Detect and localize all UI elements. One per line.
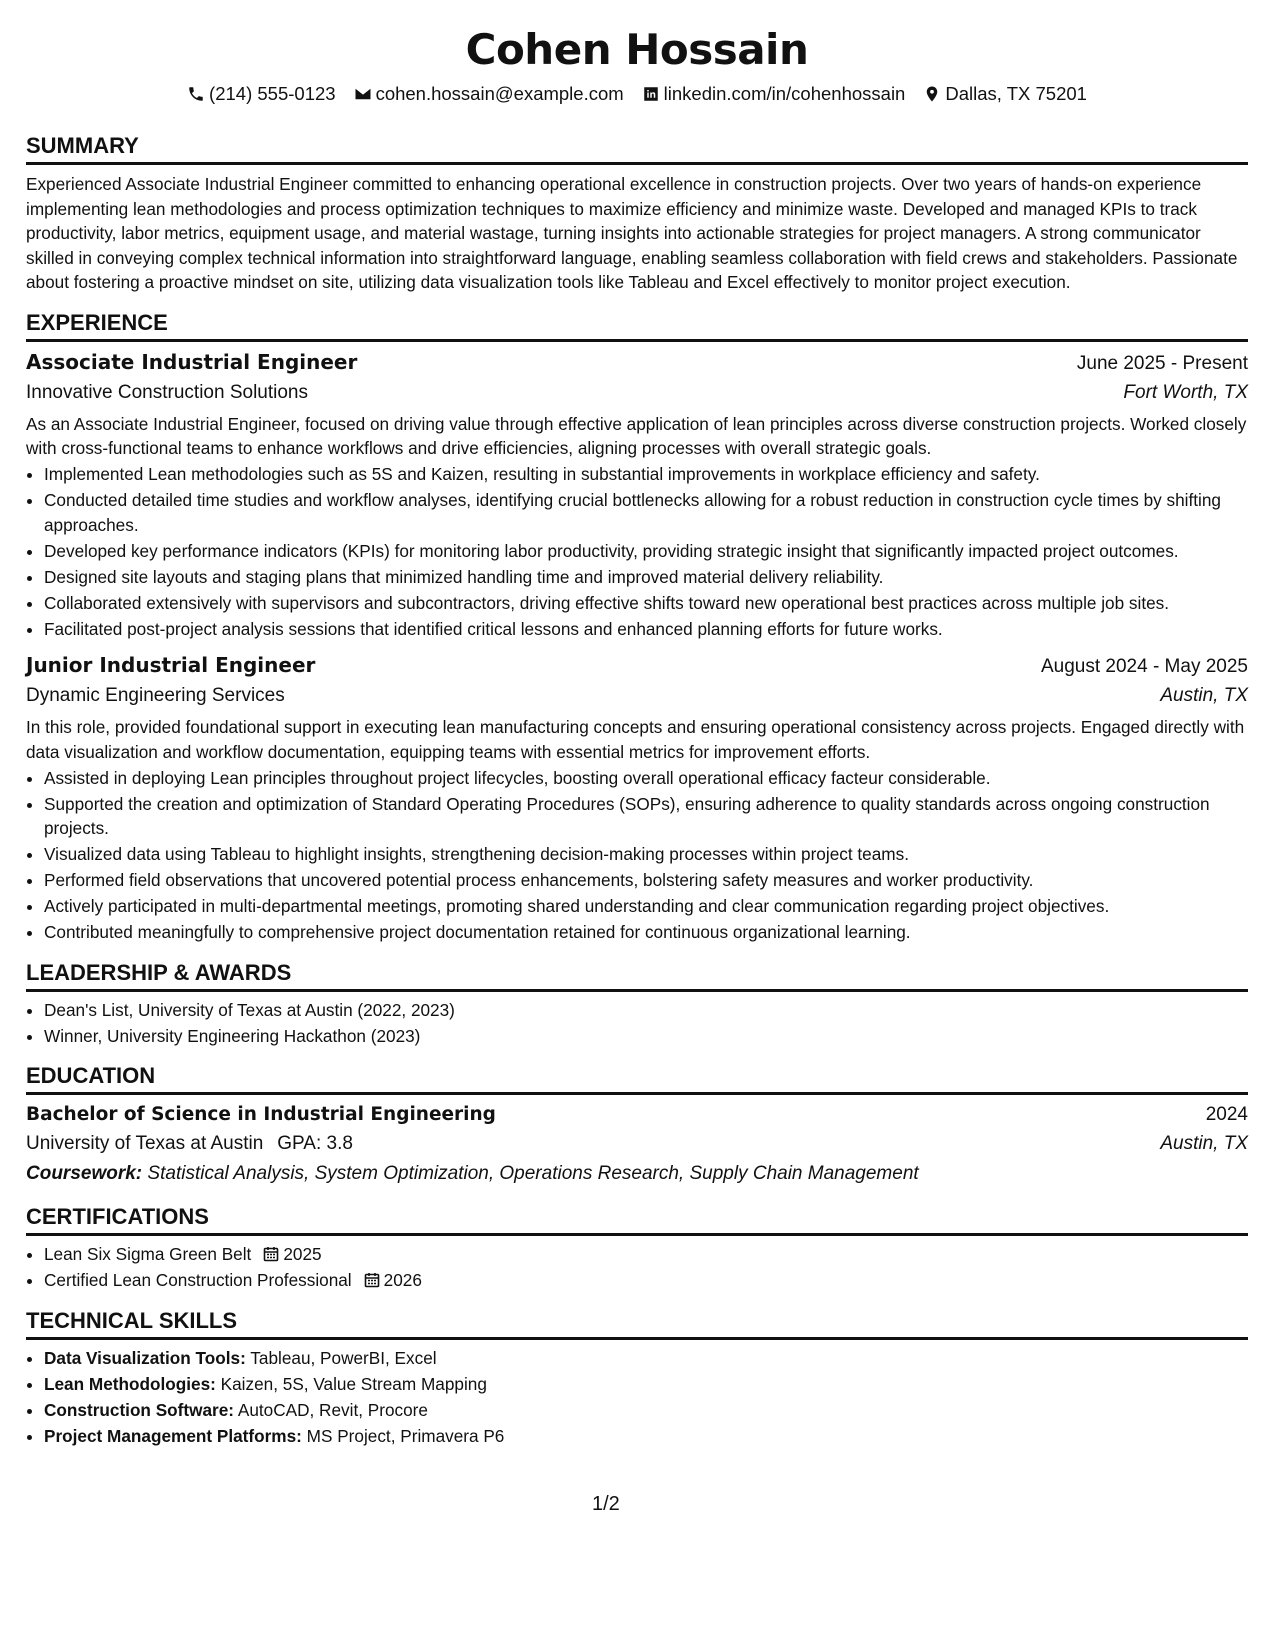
job-description: In this role, provided foundational support in executing lean manufacturing concepts and ensuring operational consistency across projects. Engaged directly with data visualization and workflow documentation, equipping teams with essential metrics for improvement efforts.: [26, 717, 1245, 762]
coursework: [26, 1159, 1248, 1189]
list-item: • Developed key performance indicators (KPIs) for monitoring labor productivity, providing strategic insight that significantly impacted project outcomes.: [44, 539, 1248, 564]
list-item: • Assisted in deploying Lean principles throughout project lifecycles, boosting overall operational efficacy facteur considerable.: [44, 766, 1248, 791]
degree-title: Bachelor of Science in Industrial Engineering: [26, 1104, 496, 1125]
contact-phone: [187, 82, 336, 106]
job-company: Dynamic Engineering Services: [26, 685, 285, 706]
contact-bar: [26, 82, 1248, 106]
skill-values: MS Project, Primavera P6: [306, 1425, 505, 1446]
graduation-year: 2024: [1205, 1104, 1248, 1125]
school-location: Austin, TX: [1160, 1133, 1248, 1154]
contact-location: [923, 82, 1087, 106]
job-entry: [26, 651, 1248, 945]
list-item: • Performed field observations that uncovered potential process enhancements, bolstering safety measures and worker productivity.: [44, 868, 1248, 893]
gpa: GPA: 3.8: [277, 1133, 353, 1154]
school-name: University of Texas at Austin: [26, 1133, 264, 1154]
linkedin-text[interactable]: linkedin.com/in/cohenhossain: [663, 83, 906, 104]
map-pin-icon: [923, 85, 941, 103]
list-item: • Conducted detailed time studies and workflow analyses, identifying crucial bottlenecks allowing for a robust reduction in construction cycle times by shifting approaches.: [44, 488, 1248, 537]
resume-page: [26, 0, 1248, 1448]
list-item: [44, 1424, 1248, 1449]
job-company: Innovative Construction Solutions: [26, 381, 308, 403]
skill-category: Project Management Platforms:: [44, 1425, 302, 1446]
skill-values: AutoCAD, Revit, Procore: [237, 1399, 428, 1420]
list-item: • Contributed meaningfully to comprehensive project documentation retained for continuous organizational learning.: [44, 920, 1248, 945]
skill-category: Construction Software:: [44, 1399, 235, 1420]
job-location: Austin, TX: [1160, 685, 1248, 706]
email-text[interactable]: cohen.hossain@example.com: [375, 83, 624, 104]
list-item: • Collaborated extensively with supervisors and subcontractors, driving effective shifts toward new operational best practices across multiple job sites.: [44, 591, 1248, 616]
leadership-list: [26, 998, 1248, 1049]
location-text: Dallas, TX 75201: [945, 83, 1087, 104]
candidate-name: Cohen Hossain: [465, 25, 809, 74]
coursework-list: Statistical Analysis, System Optimization, Operations Research, Supply Chain Management: [147, 1163, 919, 1184]
cert-name: • Lean Six Sigma Green Belt: [44, 1244, 252, 1264]
list-item: [44, 1268, 1248, 1293]
list-item: [44, 1398, 1248, 1423]
section-title-certifications: CERTIFICATIONS: [26, 1203, 1248, 1236]
coursework-label: Coursework:: [26, 1163, 143, 1184]
linkedin-icon: [642, 85, 660, 103]
job-description: As an Associate Industrial Engineer, focused on driving value through effective application of lean principles across diverse construction projects. Worked closely with cross-functional teams to enhance workflows and drive efficiencies, aligning processes with overall strategic goals.: [26, 413, 1247, 458]
list-item: • Designed site layouts and staging plans that minimized handling time and improved material delivery reliability.: [44, 565, 1248, 590]
contact-email: [354, 82, 624, 106]
skill-category: Lean Methodologies:: [44, 1373, 216, 1394]
cert-year: 2025: [283, 1244, 322, 1264]
job-bullets: [26, 766, 1248, 945]
section-title-summary: SUMMARY: [26, 132, 1248, 165]
calendar-icon: [364, 1272, 380, 1288]
list-item: • Winner, University Engineering Hackathon (2023): [44, 1024, 1248, 1049]
job-entry: [26, 348, 1248, 642]
skill-category: Data Visualization Tools:: [44, 1347, 246, 1368]
section-title-leadership: LEADERSHIP & AWARDS: [26, 959, 1248, 992]
list-item: [44, 1346, 1248, 1371]
contact-linkedin: [642, 82, 906, 106]
job-title: Associate Industrial Engineer: [26, 349, 358, 374]
skills-list: [26, 1346, 1248, 1449]
envelope-icon: [354, 85, 372, 103]
section-title-skills: TECHNICAL SKILLS: [26, 1307, 1248, 1340]
phone-text[interactable]: (214) 555-0123: [209, 83, 336, 104]
calendar-icon: [263, 1246, 279, 1262]
job-location: Fort Worth, TX: [1123, 381, 1248, 403]
section-title-education: EDUCATION: [26, 1062, 1248, 1095]
job-dates: June 2025 - Present: [1076, 352, 1248, 374]
list-item: • Supported the creation and optimization of Standard Operating Procedures (SOPs), ensuring adherence to quality standards across ongoing construction projects.: [44, 792, 1248, 841]
skill-values: Kaizen, 5S, Value Stream Mapping: [220, 1373, 487, 1394]
job-title: Junior Industrial Engineer: [26, 653, 316, 677]
cert-year: 2026: [383, 1270, 422, 1290]
job-dates: August 2024 - May 2025: [1040, 656, 1248, 677]
list-item: [44, 1372, 1248, 1397]
cert-name: • Certified Lean Construction Professional: [44, 1270, 352, 1290]
list-item: • Dean's List, University of Texas at Austin (2022, 2023): [44, 998, 1248, 1023]
job-bullets: [26, 462, 1248, 641]
list-item: • Visualized data using Tableau to highlight insights, strengthening decision-making processes within project teams.: [44, 842, 1248, 867]
list-item: • Facilitated post-project analysis sessions that identified critical lessons and enhanced planning efforts for future works.: [44, 617, 1248, 642]
skill-values: Tableau, PowerBI, Excel: [250, 1347, 437, 1368]
section-title-experience: EXPERIENCE: [26, 309, 1248, 342]
certifications-list: [26, 1242, 1248, 1293]
phone-icon: [187, 85, 205, 103]
list-item: • Implemented Lean methodologies such as 5S and Kaizen, resulting in substantial improvements in workplace efficiency and safety.: [44, 462, 1248, 487]
summary-text: Experienced Associate Industrial Engineer committed to enhancing operational excellence in construction projects. Over two years of hands-on experience implementing lean methodologies and process optimization techniques to maximize efficiency and minimize waste. Developed and managed KPIs to track productivity, labor metrics, equipment usage, and material wastage, turning insights into actionable strategies for project managers. A strong communicator skilled in conveying complex technical information into straightforward language, enabling seamless collaboration with field crews and stakeholders. Passionate about fostering a proactive mindset on site, utilizing data visualization tools like Tableau and Excel effectively to monitor project execution.: [26, 174, 1238, 292]
list-item: • Actively participated in multi-departmental meetings, promoting shared understanding and clear communication regarding project objectives.: [44, 894, 1248, 919]
page-number: 1/2: [592, 1493, 620, 1515]
list-item: [44, 1242, 1248, 1267]
